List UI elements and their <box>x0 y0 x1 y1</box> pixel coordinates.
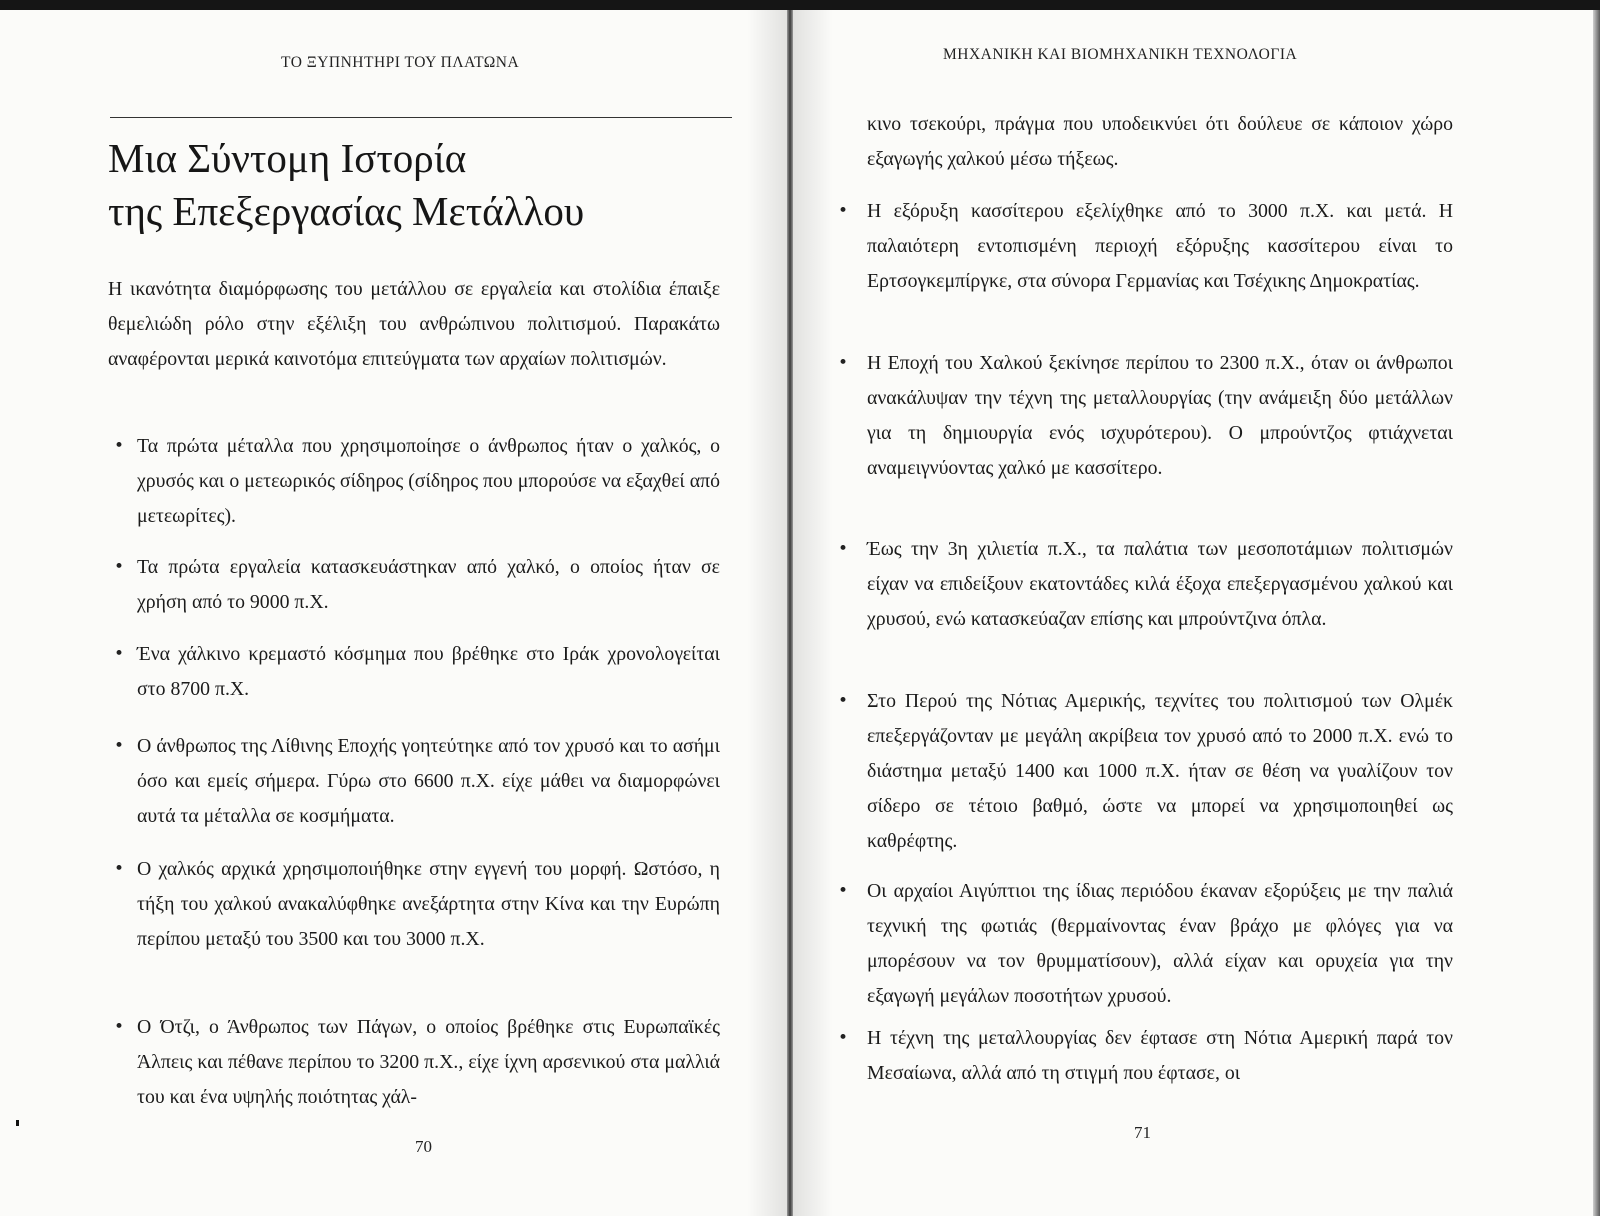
continuation-paragraph: κινο τσεκούρι, πράγμα που υποδεικνύει ότι δούλευε σε κάποιον χώρο εξαγωγής χαλκού μέσω τήξεως. <box>867 113 1453 170</box>
bullet-mark: • <box>114 557 125 577</box>
list-item: Οι αρχαίοι Αιγύπτιοι της ίδιας περιόδου έκαναν εξορύξεις με την παλιά τεχνική της φωτιάς (θερμαίνοντας έναν βράχο με φλόγες για να μπορέσουν να τον θρυμματίσουν), αλλά είχαν και ορυχεία για την εξαγωγή μεγάλων ποσοτήτων χρυσού. <box>867 880 1453 1007</box>
bullet-mark: • <box>114 1017 125 1037</box>
list-item: Η Εποχή του Χαλκού ξεκίνησε περίπου το 2300 π.Χ., όταν οι άνθρωποι ανακάλυψαν την τέχνη της μεταλλουργίας (την ανάμειξη δύο μετάλλων για τη δημιουργία ενός ισχυρότερου). Ο μπρούντζος φτιάχνεται αναμειγνύοντας χαλκό με κασσίτερο. <box>867 352 1453 479</box>
list-item: Η τέχνη της μεταλλουργίας δεν έφτασε στη Νότια Αμερική παρά τον Μεσαίωνα, αλλά από τη στιγμή που έφτασε, οι <box>867 1027 1453 1084</box>
bullet-mark: • <box>838 539 849 559</box>
list-item: Ο άνθρωπος της Λίθινης Εποχής γοητεύτηκε από τον χρυσό και το ασήμι όσο και εμείς σήμερα. Γύρω στο 6600 π.Χ. είχε μάθει να διαμορφώνει αυτά τα μέταλλα σε κοσμήματα. <box>137 735 720 827</box>
gutter-shadow-left <box>747 10 787 1216</box>
list-item: Ο Ότζι, ο Άνθρωπος των Πάγων, ο οποίος βρέθηκε στις Ευρωπαϊκές Άλπεις και πέθανε περίπου το 3200 π.Χ., είχε ίχνη αρσενικού στα μαλλιά του και ένα υψηλής ποιότητας χάλ- <box>137 1016 720 1108</box>
left-page <box>0 10 787 1216</box>
list-item: Ο χαλκός αρχικά χρησιμοποιήθηκε στην εγγενή του μορφή. Ωστόσο, η τήξη του χαλκού ανακαλύφθηκε ανεξάρτητα στην Κίνα και την Ευρώπη περίπου μεταξύ του 3500 και του 3000 π.Χ. <box>137 858 720 950</box>
book-right-edge <box>1593 10 1600 1216</box>
title-rule <box>110 117 732 118</box>
intro-paragraph: Η ικανότητα διαμόρφωσης του μετάλλου σε εργαλεία και στολίδια έπαιξε θεμελιώδη ρόλο στην εξέλιξη του ανθρώπινου πολιτισμού. Παρακάτω αναφέρονται μερικά καινοτόμα επιτεύγματα των αρχαίων πολιτισμών. <box>108 278 720 370</box>
list-item: Η εξόρυξη κασσίτερου εξελίχθηκε από το 3000 π.Χ. και μετά. Η παλαιότερη εντοπισμένη περιοχή εξόρυξης κασσίτερου είναι το Ερτσογκεμπίργκε, στα σύνορα Γερμανίας και Τσέχικης Δημοκρατίας. <box>867 200 1453 292</box>
gutter-shadow-right <box>793 10 833 1216</box>
chapter-title <box>108 132 738 238</box>
list-item: Τα πρώτα εργαλεία κατασκευάστηκαν από χαλκό, ο οποίος ήταν σε χρήση από το 9000 π.Χ. <box>137 556 720 613</box>
bullet-mark: • <box>838 691 849 711</box>
bullet-mark: • <box>114 736 125 756</box>
bullet-mark: • <box>114 859 125 879</box>
list-item: Στο Περού της Νότιας Αμερικής, τεχνίτες του πολιτισμού των Ολμέκ επεξεργάζονταν με μεγάλη ακρίβεια τον χρυσό από το 2000 π.Χ. ενώ το διάστημα μεταξύ 1400 και 1000 π.Χ. ήταν σε θέση να γυαλίζουν τον σίδερο σε τέτοιο βαθμό, ώστε να μπορεί να χρησιμοποιηθεί ως καθρέφτης. <box>867 690 1453 852</box>
chapter-title-line-2: της Επεξεργασίας Μετάλλου <box>108 188 585 234</box>
page-number-left: 70 <box>415 1137 432 1156</box>
list-item: Έως την 3η χιλιετία π.Χ., τα παλάτια των μεσοποτάμιων πολιτισμών είχαν να επιδείξουν εκατοντάδες κιλά έξοχα επεξεργασμένου χαλκού και χρυσού, ενώ κατασκεύαζαν επίσης και μπρούντζινα όπλα. <box>867 538 1453 630</box>
bullet-mark: • <box>838 881 849 901</box>
chapter-title-line-1: Μια Σύντομη Ιστορία <box>108 135 467 181</box>
right-page <box>793 10 1593 1216</box>
list-item: Ένα χάλκινο κρεμαστό κόσμημα που βρέθηκε στο Ιράκ χρονολογείται στο 8700 π.Χ. <box>137 643 720 700</box>
page-number-right: 71 <box>1134 1123 1151 1142</box>
bullet-mark: • <box>114 436 125 456</box>
running-header-left: ΤΟ ΞΥΠΝΗΤΗΡΙ ΤΟΥ ΠΛΑΤΩΝΑ <box>281 54 520 71</box>
list-item: Τα πρώτα μέταλλα που χρησιμοποίησε ο άνθρωπος ήταν ο χαλκός, ο χρυσός και ο μετεωρικός σίδηρος (σίδηρος που μπορούσε να εξαχθεί από μετεωρίτες). <box>137 435 720 527</box>
running-header-right: ΜΗΧΑΝΙΚΗ ΚΑΙ ΒΙΟΜΗΧΑΝΙΚΗ ΤΕΧΝΟΛΟΓΙΑ <box>943 46 1298 63</box>
bullet-mark: • <box>114 644 125 664</box>
bullet-mark: • <box>838 353 849 373</box>
bullet-mark: • <box>838 1028 849 1048</box>
bullet-mark: • <box>838 201 849 221</box>
scan-speck <box>16 1120 19 1126</box>
